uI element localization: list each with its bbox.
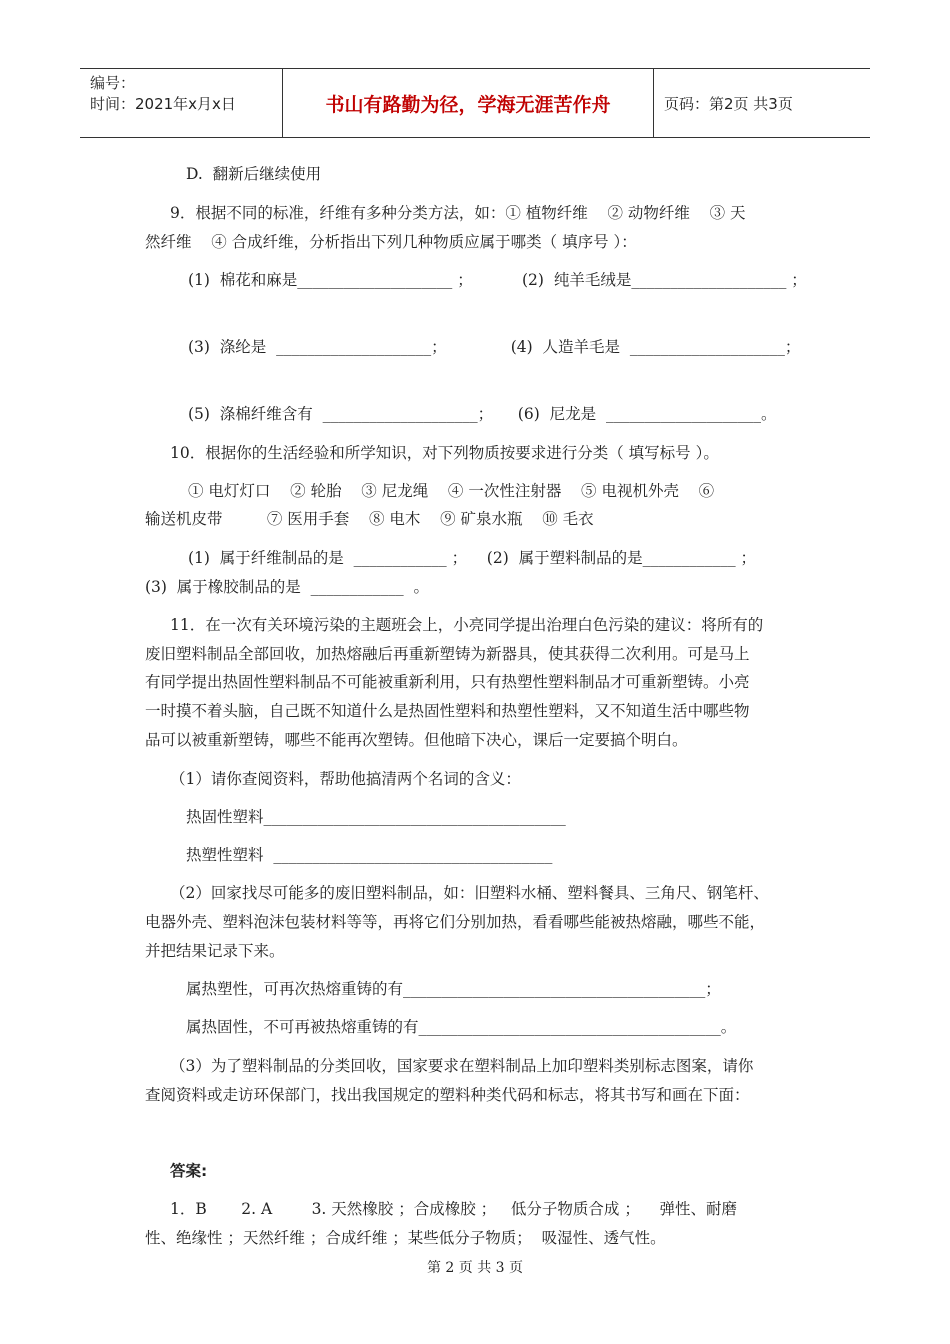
question-11-line-2: 废旧塑料制品全部回收，加热熔融后再重新塑铸为新器具，使其获得二次利用。可是马上 xyxy=(145,645,750,663)
answers-line-1: 1．B 2. A 3. 天然橡胶 ；合成橡胶 ； 低分子物质合成 ； 弹性、耐磨 xyxy=(170,1200,738,1218)
question-10-blank-1: (1) 属于纤维制品的是 ____________ ； (2) 属于塑料制品的是____________ ； xyxy=(188,549,757,567)
question-11-part-3-line-2: 查阅资料或走访环保部门，找出我国规定的塑料种类代码和标志，将其书写和画在下面： xyxy=(145,1086,750,1104)
question-11-line-3: 有同学提出热固性塑料制品不可能被重新利用，只有热塑性塑料制品才可重新塑铸。小亮 xyxy=(145,673,750,691)
time-label: 时间：2021年x月x日 xyxy=(90,95,236,113)
question-9-blank-2: (3) 涤纶是 ____________________； (4) 人造羊毛是 ____________________； xyxy=(188,338,801,356)
thermoset-result-blank: 属热固性，不可再被热熔重铸的有_______________________________________。 xyxy=(186,1018,737,1036)
question-10-blank-2: (3) 属于橡胶制品的是 ____________ 。 xyxy=(145,578,430,596)
question-11-part-3-line-1: （3）为了塑料制品的分类回收，国家要求在塑料制品上加印塑料类别标志图案，请你 xyxy=(170,1057,754,1075)
question-11-part-2-line-3: 并把结果记录下来。 xyxy=(145,942,285,960)
answers-line-2: 性、绝缘性 ；天然纤维 ；合成纤维 ；某些低分子物质； 吸湿性、透气性。 xyxy=(145,1229,666,1247)
question-9-blank-3: (5) 涤棉纤维含有 ____________________； (6) 尼龙是 ____________________。 xyxy=(188,405,777,423)
question-11-part-2-line-1: （2）回家找尽可能多的废旧塑料制品，如：旧塑料水桶、塑料餐具、三角尺、钢笔杆、 xyxy=(170,884,769,902)
question-11-part-1: （1）请你查阅资料，帮助他搞清两个名词的含义： xyxy=(170,770,521,788)
question-11-line-1: 11．在一次有关环境污染的主题班会上，小亮同学提出治理白色污染的建议：将所有的 xyxy=(170,616,764,634)
question-11-part-2-line-2: 电器外壳、塑料泡沫包装材料等等，再将它们分别加热，看看哪些能被热熔融，哪些不能， xyxy=(145,913,766,931)
number-label: 编号： xyxy=(90,74,136,92)
question-10-items-1: ① 电灯灯口 ② 轮胎 ③ 尼龙绳 ④ 一次性注射器 ⑤ 电视机外壳 ⑥ xyxy=(188,482,715,500)
header-left xyxy=(80,69,282,137)
option-d: D. 翻新后继续使用 xyxy=(186,165,322,183)
thermoplastic-result-blank: 属热塑性，可再次热熔重铸的有_______________________________________； xyxy=(186,980,721,998)
question-11-line-4: 一时摸不着头脑，自己既不知道什么是热固性塑料和热塑性塑料，又不知道生活中哪些物 xyxy=(145,702,750,720)
page-header xyxy=(80,68,870,138)
answers-heading: 答案: xyxy=(170,1162,208,1180)
question-9-blank-1: (1) 棉花和麻是____________________ ； (2) 纯羊毛绒是____________________ ； xyxy=(188,271,807,289)
thermoset-blank: 热固性塑料_______________________________________ xyxy=(186,808,566,826)
page-footer: 第 2 页 共 3 页 xyxy=(426,1260,524,1276)
question-11-line-5: 品可以被重新塑铸，哪些不能再次塑铸。但他暗下决心，课后一定要搞个明白。 xyxy=(145,731,688,749)
header-motto: 书山有路勤为径，学海无涯苦作舟 xyxy=(282,69,654,137)
question-9-line-1: 9．根据不同的标准，纤维有多种分类方法，如：① 植物纤维 ② 动物纤维 ③ 天 xyxy=(170,204,746,222)
thermoplastic-blank: 热塑性塑料 ____________________________________ xyxy=(186,846,553,864)
question-10-line-1: 10．根据你的生活经验和所学知识，对下列物质按要求进行分类（ 填写标号 ）。 xyxy=(170,444,719,462)
question-9-line-2: 然纤维 ④ 合成纤维，分析指出下列几种物质应属于哪类（ 填序号 ）： xyxy=(145,233,637,251)
question-10-items-2: 输送机皮带 ⑦ 医用手套 ⑧ 电木 ⑨ 矿泉水瓶 ⑩ 毛衣 xyxy=(145,510,594,528)
header-page-info: 页码：第2页 共3页 xyxy=(664,94,793,113)
